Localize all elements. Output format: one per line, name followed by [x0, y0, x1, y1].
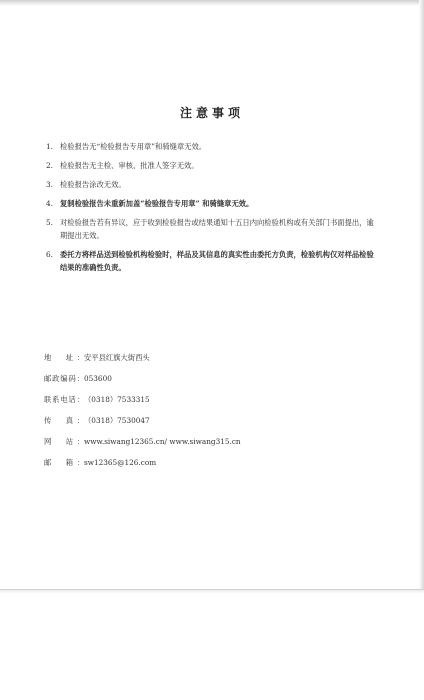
page-title: 注意事项: [179, 106, 244, 120]
note-number: 1.: [46, 142, 53, 151]
note-number: 3.: [46, 180, 53, 189]
website-label: 网 站：: [44, 437, 84, 447]
contact-info: [44, 352, 374, 479]
fax-value: （0318）7530047: [84, 416, 150, 426]
note-text: 委托方将样品送到检验机构检验时，样品及其信息的真实性由委托方负责，检验机构仅对样品检验结果的准确性负责。: [60, 250, 374, 272]
note-text: 复制检验报告未重新加盖“检验报告专用章” 和骑缝章无效。: [60, 199, 254, 208]
scan-bottom-shadow: [0, 590, 424, 594]
contact-row-fax: [44, 415, 374, 426]
note-item-6: [46, 248, 376, 274]
note-number: 6.: [46, 250, 53, 259]
notes-list: [46, 140, 376, 280]
note-item-1: [46, 140, 376, 153]
postcode-label: 邮政编码：: [44, 374, 84, 384]
phone-label: 联系电话：: [44, 395, 84, 405]
note-item-2: [46, 159, 376, 172]
postcode-value: 053600: [84, 374, 112, 384]
contact-row-email: [44, 457, 374, 468]
note-item-5: [46, 216, 376, 242]
email-label: 邮 箱：: [44, 458, 84, 468]
contact-row-phone: [44, 394, 374, 405]
contact-row-website: [44, 436, 374, 447]
email-value: sw12365@126.com: [84, 458, 157, 468]
fax-label: 传 真：: [44, 416, 84, 426]
note-item-3: [46, 178, 376, 191]
note-item-4: [46, 197, 376, 210]
contact-row-address: [44, 352, 374, 363]
note-number: 2.: [46, 161, 53, 170]
contact-row-postcode: [44, 373, 374, 384]
address-label: 地 址：: [44, 353, 84, 362]
note-text: 对检验报告若有异议，应于收到检验报告或结果通知十五日内向检验机构或有关部门书面提出，逾期提出无效。: [60, 218, 374, 240]
note-text: 检验报告无主检、审核、批准人签字无效。: [60, 161, 199, 170]
note-text: 检验报告涂改无效。: [60, 180, 126, 189]
website-value: www.siwang12365.cn/ www.siwang315.cn: [84, 437, 241, 447]
phone-value: （0318）7533315: [84, 395, 150, 405]
note-number: 5.: [46, 218, 53, 227]
address-value: 安平县红旗大街西头: [84, 353, 150, 362]
note-text: 检验报告无“检验报告专用章”和骑缝章无效。: [60, 142, 207, 151]
note-number: 4.: [46, 199, 53, 208]
